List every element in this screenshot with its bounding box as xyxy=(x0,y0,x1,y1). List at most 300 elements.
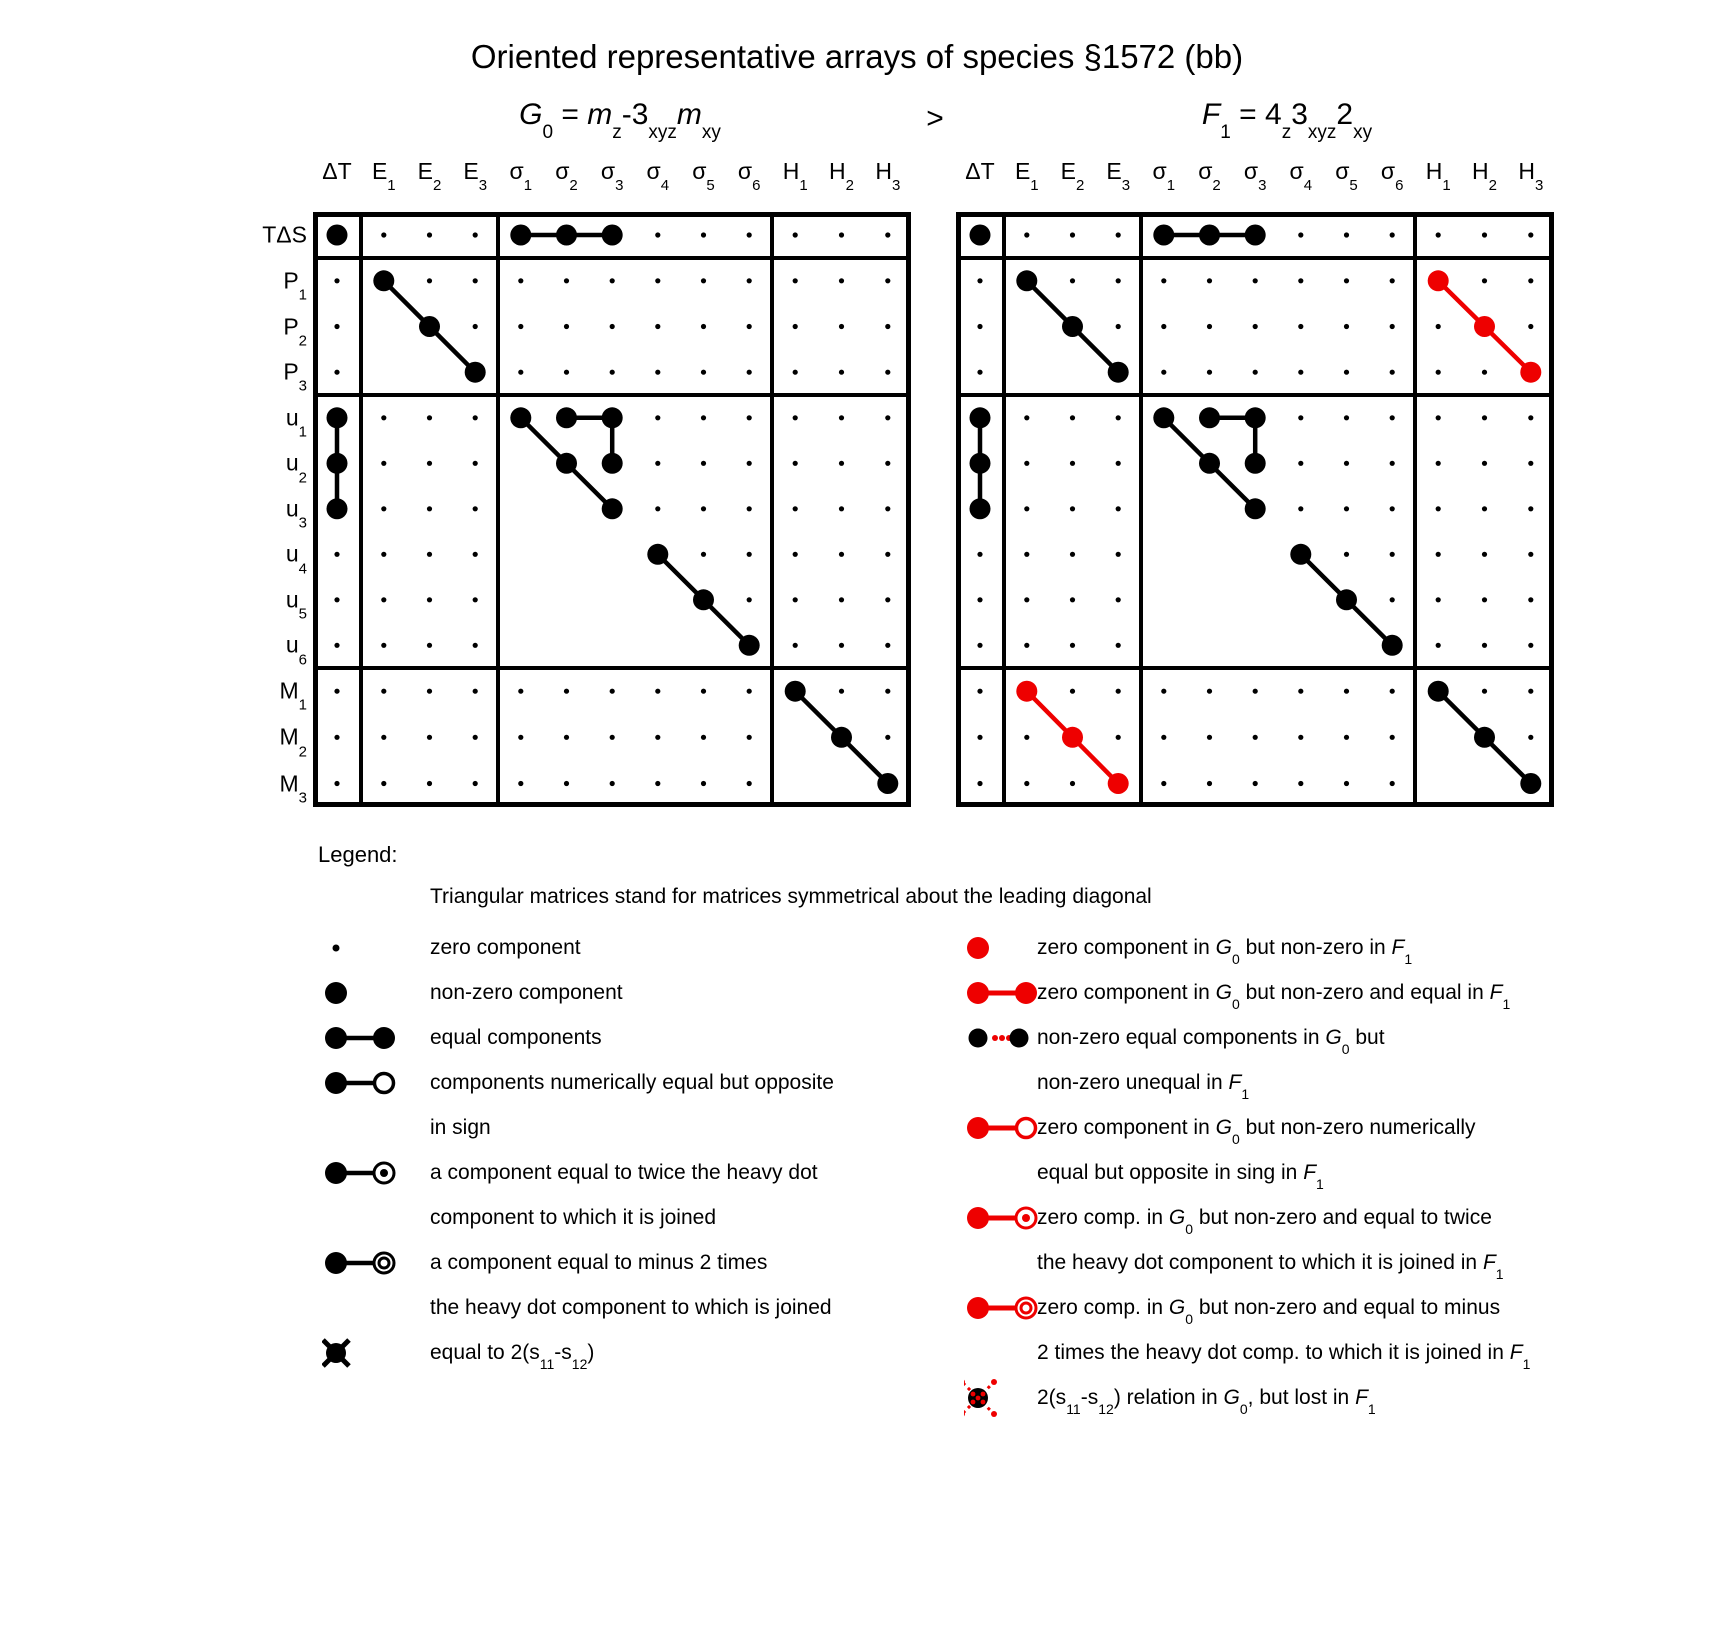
zero-dot xyxy=(473,232,478,237)
nonzero-dot xyxy=(739,635,760,656)
zero-dot xyxy=(1207,689,1212,694)
zero-dot xyxy=(427,461,432,466)
zero-dot xyxy=(885,597,890,602)
zero-dot xyxy=(1528,461,1533,466)
zero-dot xyxy=(518,370,523,375)
zero-dot xyxy=(564,278,569,283)
zero-dot xyxy=(473,506,478,511)
matrix-G0-svg xyxy=(313,212,911,807)
zero-dot xyxy=(1390,461,1395,466)
legend-item-text: non-zero equal components in $G_0$ but xyxy=(1037,1026,1385,1058)
zero-dot xyxy=(747,781,752,786)
zero-dot xyxy=(1344,506,1349,511)
zero-dot xyxy=(473,552,478,557)
zero-dot xyxy=(1528,597,1533,602)
zero-dot xyxy=(747,506,752,511)
column-header-g0-E2: $E_2$ xyxy=(417,158,442,195)
zero-dot xyxy=(473,278,478,283)
zero-dot xyxy=(427,415,432,420)
zero-dot xyxy=(1528,735,1533,740)
zero-dot xyxy=(747,278,752,283)
zero-dot xyxy=(977,689,982,694)
zero-dot xyxy=(1482,597,1487,602)
row-label-u4: $u_4$ xyxy=(285,540,307,578)
zero-dot xyxy=(839,370,844,375)
zero-dot xyxy=(839,552,844,557)
zero-dot xyxy=(793,643,798,648)
nonzero-dot xyxy=(1199,407,1220,428)
zero-dot xyxy=(701,232,706,237)
zero-dot xyxy=(839,232,844,237)
zero-dot xyxy=(1070,415,1075,420)
nonzero-dot xyxy=(970,407,991,428)
nonzero-dot xyxy=(1199,453,1220,474)
zero-dot xyxy=(839,643,844,648)
zero-dot xyxy=(1298,689,1303,694)
zero-dot xyxy=(1390,597,1395,602)
zero-dot xyxy=(427,781,432,786)
zero-dot xyxy=(610,781,615,786)
nonzero-dot xyxy=(693,589,714,610)
zero-dot xyxy=(334,689,339,694)
column-header-f1-dT: ΔT xyxy=(965,158,995,184)
red-nonzero-dot xyxy=(1428,270,1449,291)
column-header-f1-σ3: $\sigma_3$ xyxy=(1243,158,1267,195)
zero-dot xyxy=(839,461,844,466)
zero-dot xyxy=(1528,506,1533,511)
nonzero-dot xyxy=(1336,589,1357,610)
row-label-u1: $u_1$ xyxy=(285,404,307,441)
legend-item-text: a component equal to twice the heavy dot xyxy=(430,1161,818,1184)
zero-dot xyxy=(1436,232,1441,237)
zero-dot xyxy=(334,370,339,375)
zero-dot xyxy=(1116,552,1121,557)
zero-dot xyxy=(839,506,844,511)
zero-dot xyxy=(793,415,798,420)
zero-dot xyxy=(334,643,339,648)
zero-dot xyxy=(1253,370,1258,375)
zero-dot xyxy=(473,689,478,694)
zero-dot xyxy=(885,689,890,694)
zero-dot xyxy=(381,461,386,466)
zero-dot xyxy=(1482,506,1487,511)
zero-dot xyxy=(473,643,478,648)
zero-dot xyxy=(1161,370,1166,375)
legend-symbol-pair-equal xyxy=(322,1018,422,1058)
zero-dot xyxy=(610,324,615,329)
legend-item-text: zero comp. in $G_0$ but non-zero and equal to twice xyxy=(1037,1206,1492,1238)
zero-dot xyxy=(885,278,890,283)
nonzero-dot xyxy=(327,225,348,246)
zero-dot xyxy=(977,781,982,786)
zero-dot xyxy=(1070,232,1075,237)
row-label-P3: $P_3$ xyxy=(283,358,307,395)
zero-dot xyxy=(885,506,890,511)
red-nonzero-dot xyxy=(1108,773,1129,794)
zero-dot xyxy=(1161,689,1166,694)
nonzero-dot xyxy=(1474,727,1495,748)
pair-minus2-icon xyxy=(322,1243,422,1283)
zero-dot xyxy=(747,370,752,375)
nonzero-dot xyxy=(602,498,623,519)
zero-dot xyxy=(977,552,982,557)
zero-dot xyxy=(1482,370,1487,375)
zero-dot xyxy=(1070,781,1075,786)
zero-dot xyxy=(793,324,798,329)
zero-dot xyxy=(381,643,386,648)
zero-dot xyxy=(655,278,660,283)
nonzero-dot xyxy=(647,544,668,565)
zero-dot xyxy=(747,552,752,557)
column-header-f1-H1: $H_1$ xyxy=(1425,158,1451,195)
nonzero-dot xyxy=(556,407,577,428)
zero-dot xyxy=(1116,324,1121,329)
zero-dot xyxy=(747,735,752,740)
zero-dot xyxy=(793,597,798,602)
zero-dot xyxy=(1207,370,1212,375)
zero-dot xyxy=(381,597,386,602)
zero-dot xyxy=(1344,370,1349,375)
zero-dot xyxy=(1161,735,1166,740)
zero-dot xyxy=(334,597,339,602)
zero-dot xyxy=(1344,552,1349,557)
zero-dot xyxy=(1436,506,1441,511)
zero-dot xyxy=(885,552,890,557)
zero-dot xyxy=(518,689,523,694)
nonzero-dot xyxy=(1108,362,1129,383)
column-header-g0-H2: $H_2$ xyxy=(829,158,854,195)
zero-dot xyxy=(1390,506,1395,511)
zero-dot xyxy=(334,781,339,786)
legend-symbol-pair-minus2 xyxy=(322,1243,422,1283)
comparator-symbol: > xyxy=(926,102,944,135)
zero-dot xyxy=(839,689,844,694)
column-header-f1-H2: $H_2$ xyxy=(1472,158,1497,195)
zero-dot xyxy=(1528,415,1533,420)
zero-dot xyxy=(473,597,478,602)
zero-dot xyxy=(564,735,569,740)
dot-x-icon xyxy=(322,1333,422,1373)
zero-dot xyxy=(1390,415,1395,420)
column-header-f1-σ1: $\sigma_1$ xyxy=(1152,158,1176,195)
nonzero-dot xyxy=(510,407,531,428)
column-header-g0-H3: $H_3$ xyxy=(875,158,901,195)
legend-item-text: non-zero unequal in $F_1$ xyxy=(1037,1071,1250,1103)
zero-dot xyxy=(1024,461,1029,466)
zero-dot xyxy=(655,232,660,237)
zero-dot xyxy=(1390,232,1395,237)
zero-dot xyxy=(473,781,478,786)
zero-dot xyxy=(1161,278,1166,283)
zero-dot xyxy=(1298,781,1303,786)
zero-dot xyxy=(1024,552,1029,557)
legend-item-text: in sign xyxy=(430,1116,491,1139)
zero-dot xyxy=(1253,689,1258,694)
zero-dot xyxy=(1390,781,1395,786)
zero-dot xyxy=(747,415,752,420)
nonzero-dot xyxy=(970,225,991,246)
zero-dot xyxy=(518,278,523,283)
zero-dot xyxy=(1116,278,1121,283)
legend-item-text: a component equal to minus 2 times xyxy=(430,1251,768,1274)
zero-dot xyxy=(518,781,523,786)
nonzero-dot xyxy=(1245,407,1266,428)
zero-dot xyxy=(1298,415,1303,420)
zero-dot xyxy=(610,689,615,694)
zero-dot xyxy=(977,643,982,648)
zero-dot xyxy=(564,781,569,786)
nonzero-dot xyxy=(1062,316,1083,337)
nonzero-dot xyxy=(556,225,577,246)
zero-dot xyxy=(1344,735,1349,740)
zero-dot xyxy=(1436,324,1441,329)
nonzero-dot xyxy=(1428,681,1449,702)
zero-dot xyxy=(1390,278,1395,283)
zero-dot xyxy=(1253,324,1258,329)
zero-dot xyxy=(1116,735,1121,740)
zero-dot xyxy=(1207,735,1212,740)
matrix-f1 xyxy=(956,212,1554,807)
zero-dot xyxy=(1436,370,1441,375)
zero-dot xyxy=(564,689,569,694)
zero-dot xyxy=(701,324,706,329)
row-label-u2: $u_2$ xyxy=(285,449,307,487)
zero-dot xyxy=(1070,552,1075,557)
column-header-f1-H3: $H_3$ xyxy=(1518,158,1544,195)
zero-dot xyxy=(793,461,798,466)
zero-dot xyxy=(564,370,569,375)
zero-dot xyxy=(1482,461,1487,466)
zero-dot xyxy=(1116,643,1121,648)
legend-item-text: the heavy dot component to which is joined xyxy=(430,1296,832,1319)
zero-dot xyxy=(1116,506,1121,511)
zero-dot xyxy=(1207,781,1212,786)
row-label-M1: $M_1$ xyxy=(279,677,307,714)
zero-dot xyxy=(427,552,432,557)
zero-dot xyxy=(839,597,844,602)
nonzero-dot xyxy=(1382,635,1403,656)
row-label-M3: $M_3$ xyxy=(279,770,307,807)
zero-dot xyxy=(655,461,660,466)
nonzero-dot xyxy=(1245,453,1266,474)
column-header-f1-σ4: $\sigma_4$ xyxy=(1289,158,1313,195)
zero-dot xyxy=(427,232,432,237)
zero-dot xyxy=(381,415,386,420)
red-nonzero-dot xyxy=(1520,362,1541,383)
legend-item-text: $2(s_{11}-s_{12})$ relation in $G_0$, but lost in $F_1$ xyxy=(1037,1386,1376,1418)
legend-symbol-pair-twice xyxy=(322,1153,422,1193)
legend-item-text: equal to $2(s_{11}-s_{12})$ xyxy=(430,1341,595,1373)
row-label-u3: $u_3$ xyxy=(285,495,307,532)
column-header-g0-σ4: $\sigma_4$ xyxy=(646,158,670,195)
zero-dot xyxy=(1390,735,1395,740)
zero-dot xyxy=(610,370,615,375)
zero-dot xyxy=(747,689,752,694)
zero-dot xyxy=(1390,689,1395,694)
legend-item-text: zero component in $G_0$ but non-zero and equal in $F_1$ xyxy=(1037,981,1511,1013)
zero-dot xyxy=(1528,324,1533,329)
zero-dot xyxy=(1253,735,1258,740)
zero-dot xyxy=(334,324,339,329)
zero-dot xyxy=(655,735,660,740)
zero-dot xyxy=(1070,278,1075,283)
red-nonzero-dot xyxy=(1016,681,1037,702)
zero-dot xyxy=(1024,597,1029,602)
nonzero-dot xyxy=(1290,544,1311,565)
row-label-u5: $u_5$ xyxy=(285,586,307,623)
column-header-g0-σ6: $\sigma_6$ xyxy=(737,158,761,195)
red-nonzero-dot xyxy=(1062,727,1083,748)
row-label-P2: $P_2$ xyxy=(283,313,307,350)
zero-dot xyxy=(701,370,706,375)
zero-dot xyxy=(1298,324,1303,329)
nonzero-dot xyxy=(1153,225,1174,246)
zero-dot xyxy=(839,415,844,420)
nonzero-dot xyxy=(1153,407,1174,428)
zero-dot xyxy=(1161,324,1166,329)
column-header-g0-E3: $E_3$ xyxy=(463,158,488,195)
zero-dot xyxy=(1024,643,1029,648)
zero-dot xyxy=(1344,781,1349,786)
row-label-P1: $P_1$ xyxy=(283,267,307,304)
red-nonzero-dot xyxy=(1474,316,1495,337)
zero-dot xyxy=(1344,461,1349,466)
legend-item-text: component to which it is joined xyxy=(430,1206,716,1229)
dot-big-icon xyxy=(322,973,422,1013)
column-header-g0-σ3: $\sigma_3$ xyxy=(600,158,624,195)
zero-dot xyxy=(1482,415,1487,420)
zero-dot xyxy=(1024,781,1029,786)
legend-item-text: 2 times the heavy dot comp. to which it is joined in $F_1$ xyxy=(1037,1341,1531,1373)
nonzero-dot xyxy=(1199,225,1220,246)
pair-twice-icon xyxy=(322,1153,422,1193)
zero-dot xyxy=(1070,506,1075,511)
zero-dot xyxy=(885,735,890,740)
matrix-g0 xyxy=(313,212,911,807)
zero-dot xyxy=(1161,781,1166,786)
legend-symbol-dot-small xyxy=(322,928,422,968)
zero-dot xyxy=(701,415,706,420)
zero-dot xyxy=(793,232,798,237)
zero-dot xyxy=(1390,552,1395,557)
zero-dot xyxy=(1298,278,1303,283)
zero-dot xyxy=(1436,552,1441,557)
zero-dot xyxy=(473,324,478,329)
zero-dot xyxy=(1436,461,1441,466)
zero-dot xyxy=(701,461,706,466)
page-title: Oriented representative arrays of species §1572 (bb) xyxy=(470,38,1244,75)
nonzero-dot xyxy=(419,316,440,337)
zero-dot xyxy=(334,552,339,557)
legend-item-text: zero comp. in $G_0$ but non-zero and equal to minus xyxy=(1037,1296,1501,1328)
legend-symbol-pair-opposite xyxy=(322,1063,422,1103)
zero-dot xyxy=(1482,643,1487,648)
zero-dot xyxy=(1070,643,1075,648)
zero-dot xyxy=(381,735,386,740)
zero-dot xyxy=(1482,689,1487,694)
zero-dot xyxy=(1070,689,1075,694)
dot-small-icon xyxy=(322,928,422,968)
zero-dot xyxy=(1116,232,1121,237)
zero-dot xyxy=(747,324,752,329)
legend-item-text: equal components xyxy=(430,1026,602,1049)
legend-symbol-dot-big xyxy=(322,973,422,1013)
legend-item-text: equal but opposite in sing in $F_1$ xyxy=(1037,1161,1324,1193)
zero-dot xyxy=(427,735,432,740)
zero-dot xyxy=(518,324,523,329)
zero-dot xyxy=(839,324,844,329)
nonzero-dot xyxy=(1245,498,1266,519)
legend-item-text: the heavy dot component to which it is joined in $F_1$ xyxy=(1037,1251,1504,1283)
column-header-f1-E2: $E_2$ xyxy=(1060,158,1085,195)
zero-dot xyxy=(1024,506,1029,511)
column-header-g0-σ1: $\sigma_1$ xyxy=(509,158,533,195)
zero-dot xyxy=(885,461,890,466)
row-label-u6: $u_6$ xyxy=(285,631,307,669)
nonzero-dot xyxy=(465,362,486,383)
zero-dot xyxy=(1253,781,1258,786)
column-header-g0-σ2: $\sigma_2$ xyxy=(555,158,578,195)
zero-dot xyxy=(839,278,844,283)
zero-dot xyxy=(1528,278,1533,283)
zero-dot xyxy=(1436,643,1441,648)
column-header-f1-E1: $E_1$ xyxy=(1014,158,1039,195)
zero-dot xyxy=(1344,415,1349,420)
zero-dot xyxy=(473,735,478,740)
zero-dot xyxy=(977,370,982,375)
zero-dot xyxy=(427,689,432,694)
zero-dot xyxy=(473,461,478,466)
legend-title: Legend: xyxy=(318,842,398,867)
zero-dot xyxy=(977,278,982,283)
zero-dot xyxy=(381,781,386,786)
column-header-f1-σ5: $\sigma_5$ xyxy=(1335,158,1358,195)
nonzero-dot xyxy=(877,773,898,794)
legend-symbol-dot-x xyxy=(322,1333,422,1373)
zero-dot xyxy=(610,735,615,740)
nonzero-dot xyxy=(327,453,348,474)
legend-item-text: components numerically equal but opposite xyxy=(430,1071,834,1094)
column-header-g0-σ5: $\sigma_5$ xyxy=(692,158,715,195)
zero-dot xyxy=(518,735,523,740)
zero-dot xyxy=(701,278,706,283)
zero-dot xyxy=(1116,689,1121,694)
zero-dot xyxy=(1298,461,1303,466)
zero-dot xyxy=(1344,232,1349,237)
zero-dot xyxy=(655,781,660,786)
zero-dot xyxy=(747,232,752,237)
zero-dot xyxy=(427,643,432,648)
column-header-g0-dT: ΔT xyxy=(322,158,352,184)
zero-dot xyxy=(1528,552,1533,557)
zero-dot xyxy=(564,324,569,329)
zero-dot xyxy=(473,415,478,420)
zero-dot xyxy=(655,506,660,511)
nonzero-dot xyxy=(1016,270,1037,291)
zero-dot xyxy=(747,597,752,602)
zero-dot xyxy=(1116,415,1121,420)
zero-dot xyxy=(793,506,798,511)
column-header-f1-σ2: $\sigma_2$ xyxy=(1198,158,1221,195)
nonzero-dot xyxy=(556,453,577,474)
zero-dot xyxy=(1207,278,1212,283)
zero-dot xyxy=(1390,370,1395,375)
zero-dot xyxy=(1298,370,1303,375)
zero-dot xyxy=(1024,232,1029,237)
legend-item-text: zero component in $G_0$ but non-zero in $F_1$ xyxy=(1037,936,1413,968)
zero-dot xyxy=(885,232,890,237)
zero-dot xyxy=(885,415,890,420)
